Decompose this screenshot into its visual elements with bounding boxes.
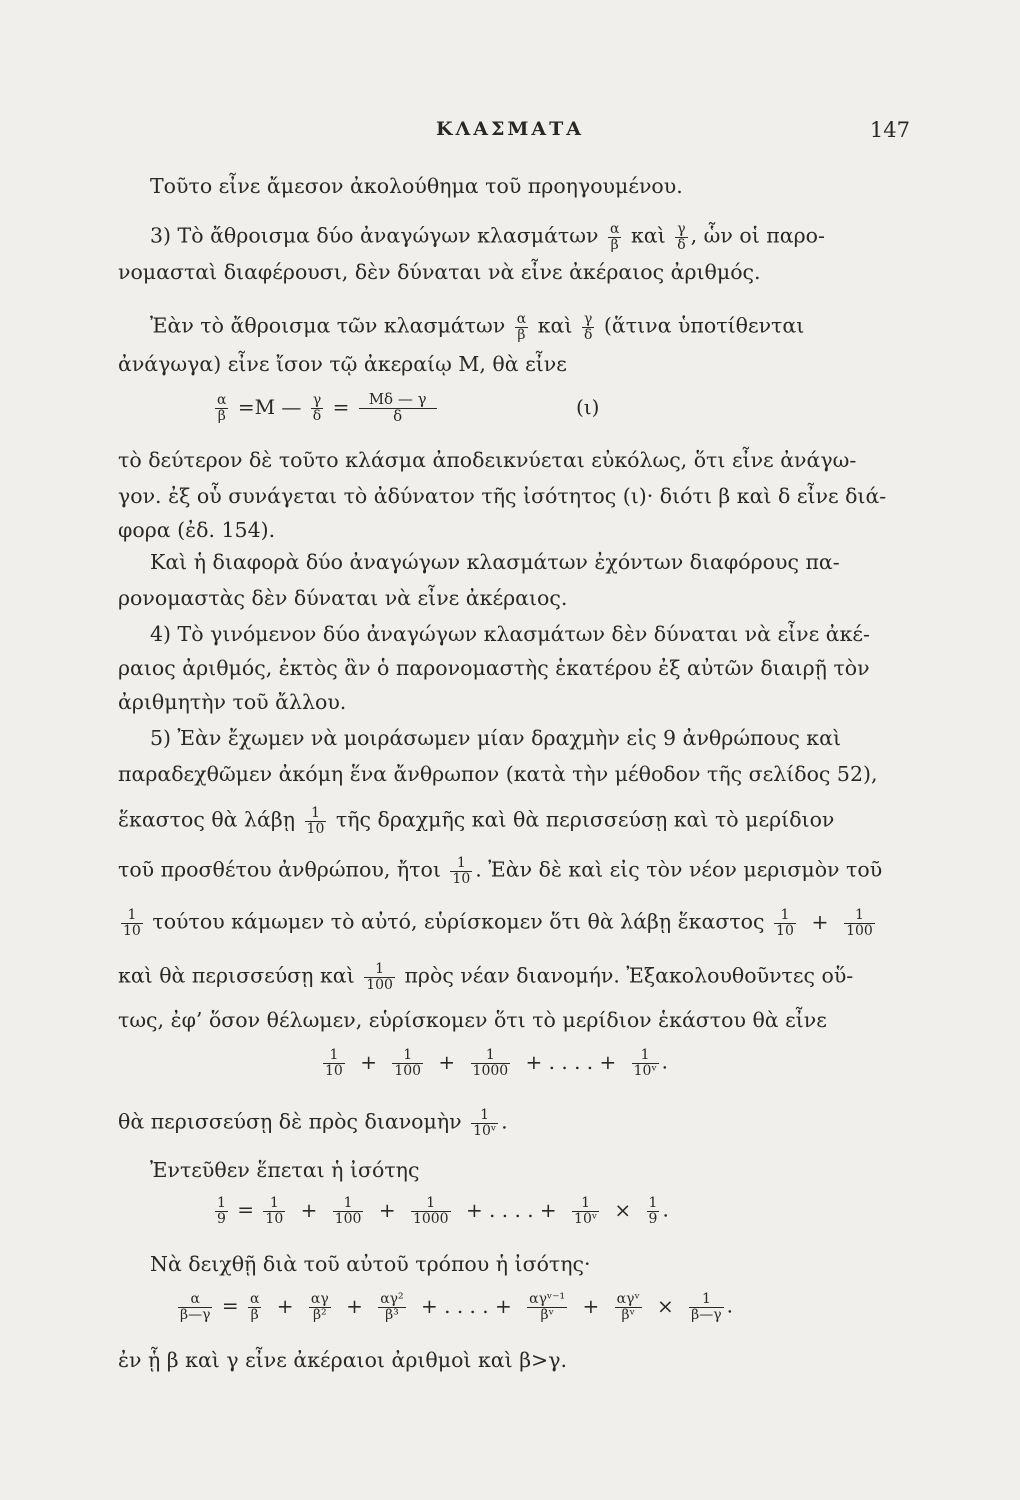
text-line: τὸ δεύτερον δὲ τοῦτο κλάσμα ἀποδεικνύεται εὐκόλως, ὅτι εἶνε ἀνάγω- bbox=[118, 448, 857, 472]
text-line: παραδεχθῶμεν ἀκόμη ἕνα ἄνθρωπον (κατὰ τὴν μέθοδον τῆς σελίδος 52), bbox=[118, 762, 878, 786]
fraction: $\frac{1}{\beta—\gamma}$ bbox=[691, 1291, 722, 1323]
page-title: ΚΛΑΣΜΑΤΑ bbox=[435, 118, 585, 140]
fraction: $\frac{\text{αγᵛ⁻¹}}{\text{βᵛ}}$ bbox=[529, 1291, 566, 1323]
text-line: καὶ θὰ περισσεύσῃ καὶ $\frac{1}{100}$ πρὸς νέαν διανομήν. Ἐξακολουθοῦντες οὕ- bbox=[118, 961, 854, 993]
fraction: $\frac{\gamma}{\delta}$ bbox=[583, 311, 593, 343]
fraction: $\frac{1}{1000}$ bbox=[472, 1047, 509, 1079]
fraction: $\frac{\alpha}{\beta—\gamma}$ bbox=[180, 1291, 211, 1323]
text-line: Ἐντεῦθεν ἕπεται ἡ ἰσότης bbox=[150, 1158, 420, 1182]
fraction: $\frac{1}{10}$ bbox=[306, 805, 325, 837]
fraction: $\frac{1}{10}$ bbox=[776, 907, 794, 939]
fraction: $\frac{1}{\text{10ᵛ}}$ bbox=[574, 1195, 598, 1227]
text-line: θὰ περισσεύσῃ δὲ πρὸς διανομὴν $\frac{1}{\text{10ᵛ}}$ . bbox=[118, 1107, 508, 1139]
fraction: $\frac{\alpha}{\beta}$ bbox=[249, 1291, 260, 1323]
text-line: νομασταὶ διαφέρουσι, δὲν δύναται νὰ εἶνε ἀκέραιος ἀριθμός. bbox=[118, 260, 761, 284]
fraction: $\frac{1}{100}$ bbox=[394, 1047, 422, 1079]
text-line: ρονομαστὰς δὲν δύναται νὰ εἶνε ἀκέραιος. bbox=[118, 586, 568, 610]
fraction: $\frac{1}{100}$ bbox=[366, 961, 393, 993]
fraction: $\frac{1}{10}$ bbox=[265, 1195, 284, 1227]
equation-tag: (ι) bbox=[575, 394, 600, 419]
fraction: $\frac{\text{αγᵛ}}{\text{βᵛ}}$ bbox=[616, 1291, 640, 1323]
text-line: ἐν ᾗ β καὶ γ εἶνε ἀκέραιοι ἀριθμοὶ καὶ β>γ. bbox=[118, 1348, 567, 1372]
fraction: $\frac{\gamma}{\delta}$ bbox=[312, 392, 322, 424]
page-number: 147 bbox=[869, 118, 910, 142]
text-line: 3) Τὸ ἄθροισμα δύο ἀναγώγων κλασμάτων $\frac{\alpha}{\beta}$ καὶ $\frac{\gamma}{\delta}$ , ὧν οἱ παρο- bbox=[150, 221, 825, 253]
text-line: τως, ἐφ’ ὅσον θέλωμεν, εὑρίσκομεν ὅτι τὸ μερίδιον ἑκάστου θὰ εἶνε bbox=[118, 1008, 827, 1032]
equation: $\frac{\alpha}{\beta}$ =Μ — $\frac{\gamma}{\delta}$ = $\frac{M\delta — \gamma}{\delta}$ (ι) bbox=[217, 390, 600, 425]
fraction: $\frac{\alpha}{\beta}$ bbox=[516, 311, 527, 343]
fraction: $\frac{\alpha\gamma}{\text{β²}}$ bbox=[310, 1291, 329, 1323]
text-line: Νὰ δειχθῇ διὰ τοῦ αὐτοῦ τρόπου ἡ ἰσότης· bbox=[150, 1252, 591, 1276]
text-line: Ἐὰν τὸ ἄθροισμα τῶν κλασμάτων $\frac{\alpha}{\beta}$ καὶ $\frac{\gamma}{\delta}$ (ἅτινα ὑποτίθενται bbox=[150, 311, 805, 343]
fraction: $\frac{M\delta — \gamma}{\delta}$ bbox=[359, 392, 437, 425]
text-line: ραιος ἀριθμός, ἐκτὸς ἂν ὁ παρονομαστὴς ἑκατέρου ἐξ αὐτῶν διαιρῇ τὸν bbox=[118, 656, 870, 680]
fraction: $\frac{\alpha}{\beta}$ bbox=[609, 221, 620, 253]
text-line: ἀνάγωγα) εἶνε ἴσον τῷ ἀκεραίῳ Μ, θὰ εἶνε bbox=[118, 352, 567, 376]
text-line: Καὶ ἡ διαφορὰ δύο ἀναγώγων κλασμάτων ἐχόντων διαφόρους πα- bbox=[150, 550, 840, 574]
fraction: $\frac{1}{10}$ bbox=[452, 855, 471, 887]
text-line: γον. ἐξ οὗ συνάγεται τὸ ἀδύνατον τῆς ἰσότητος (ι)· διότι β καὶ δ εἶνε διά- bbox=[118, 484, 887, 508]
fraction: $\frac{1}{100}$ bbox=[334, 1195, 362, 1227]
equation: $\frac{1}{9}$ = $\frac{1}{10}$ + $\frac{1}{100}$ + $\frac{1}{1000}$ + . . . . + $\frac{1}{\text{10ᵛ}}$ × $\frac{1}{9}$ . bbox=[217, 1195, 669, 1227]
text-line: 5) Ἐὰν ἔχωμεν νὰ μοιράσωμεν μίαν δραχμὴν εἰς 9 ἀνθρώπους καὶ bbox=[150, 726, 842, 750]
fraction: $\frac{1}{100}$ bbox=[846, 907, 873, 939]
running-header bbox=[110, 118, 910, 148]
fraction: $\frac{1}{\text{10ᵛ}}$ bbox=[473, 1107, 497, 1139]
fraction: $\frac{1}{9}$ bbox=[217, 1195, 226, 1227]
fraction: $\frac{1}{1000}$ bbox=[412, 1195, 449, 1227]
fraction: $\frac{\text{αγ²}}{\text{β³}}$ bbox=[380, 1291, 404, 1323]
fraction: $\frac{1}{10}$ bbox=[123, 907, 141, 939]
fraction: $\frac{1}{9}$ bbox=[648, 1195, 658, 1227]
text-line: $\frac{1}{10}$ τούτου κάμωμεν τὸ αὐτό, εὑρίσκομεν ὅτι θὰ λάβῃ ἕκαστος $\frac{1}{10}$ + $\frac{1}{100}$ bbox=[123, 907, 873, 939]
fraction: $\frac{\gamma}{\delta}$ bbox=[677, 221, 686, 253]
equation: $\frac{1}{10}$ + $\frac{1}{100}$ + $\frac{1}{1000}$ + . . . . + $\frac{1}{\text{10ᵛ}}$ . bbox=[325, 1047, 669, 1079]
text-line: ἀριθμητὴν τοῦ ἄλλου. bbox=[118, 690, 347, 714]
text-line: τοῦ προσθέτου ἀνθρώπου, ἤτοι $\frac{1}{10}$ . Ἐὰν δὲ καὶ εἰς τὸν νέον μερισμὸν τοῦ bbox=[118, 855, 883, 887]
fraction: $\frac{\alpha}{\beta}$ bbox=[217, 392, 227, 424]
equation: $\frac{\alpha}{\beta—\gamma}$ = $\frac{\alpha}{\beta}$ + $\frac{\alpha\gamma}{\text{β²}}$ + $\frac{\text{αγ²}}{\text{β³}}$ + . . . . + $\frac{\text{αγᵛ⁻¹}}{\text{βᵛ}}$ + $\frac{\text{αγᵛ}}{\text{βᵛ}}$ × $\frac{1}{\beta—\gamma}$ . bbox=[180, 1291, 733, 1323]
fraction: $\frac{1}{10}$ bbox=[325, 1047, 343, 1079]
text-line: φορα (ἐδ. 154). bbox=[118, 518, 276, 542]
fraction: $\frac{1}{\text{10ᵛ}}$ bbox=[633, 1047, 657, 1079]
text-line: 4) Τὸ γινόμενον δύο ἀναγώγων κλασμάτων δὲν δύναται νὰ εἶνε ἀκέ- bbox=[150, 622, 870, 646]
text-line: Τοῦτο εἶνε ἄμεσον ἀκολούθημα τοῦ προηγουμένου. bbox=[150, 174, 683, 198]
text-line: ἕκαστος θὰ λάβῃ $\frac{1}{10}$ τῆς δραχμῆς καὶ θὰ περισσεύσῃ καὶ τὸ μερίδιον bbox=[118, 805, 835, 837]
